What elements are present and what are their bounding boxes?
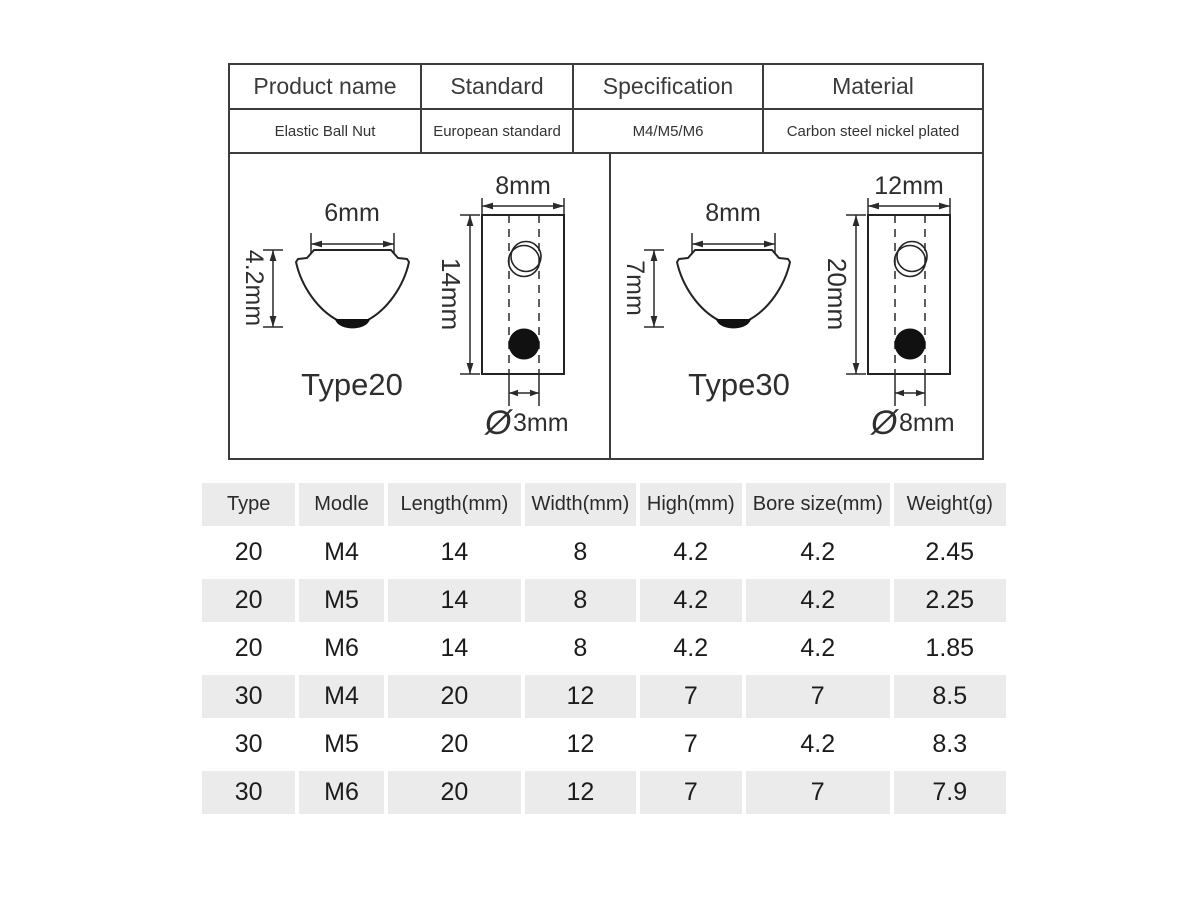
table-cell: 2.25 — [894, 579, 1006, 622]
column-header-length: Length(mm) — [388, 483, 522, 526]
column-header-type: Type — [202, 483, 295, 526]
column-header-bore-size: Bore size(mm) — [746, 483, 890, 526]
spec-box — [228, 63, 984, 460]
table-cell: 7 — [640, 771, 742, 814]
table-cell: 20 — [202, 531, 295, 574]
table-row — [202, 675, 1006, 718]
dim-label-plan-width: 12mm — [874, 172, 944, 200]
table-cell: 12 — [525, 675, 635, 718]
dim-label-plan-length: 20mm — [822, 257, 852, 331]
table-cell: 7 — [746, 771, 890, 814]
table-cell: 20 — [202, 627, 295, 670]
table-cell: 8.5 — [894, 675, 1006, 718]
size-table-body — [202, 531, 1006, 814]
bore-diameter-symbol: Ø — [485, 404, 512, 442]
table-cell: 8 — [525, 627, 635, 670]
drawing-panel-type30 — [611, 154, 984, 458]
column-header-weight: Weight(g) — [894, 483, 1006, 526]
dim-label-side-width: 6mm — [324, 199, 380, 227]
type-label: Type30 — [688, 367, 790, 402]
dim-label-side-height: 4.2mm — [240, 249, 268, 327]
spec-value-standard: European standard — [420, 110, 572, 152]
table-cell: 8 — [525, 531, 635, 574]
dim-label-plan-width: 8mm — [495, 172, 551, 200]
table-row — [202, 771, 1006, 814]
table-cell: 4.2 — [640, 531, 742, 574]
dim-label-bore-size: 3mm — [513, 409, 569, 437]
table-row — [202, 531, 1006, 574]
table-cell: 20 — [388, 723, 522, 766]
spec-header-material: Material — [762, 65, 982, 108]
column-header-width: Width(mm) — [525, 483, 635, 526]
column-header-high: High(mm) — [640, 483, 742, 526]
table-cell: 4.2 — [746, 579, 890, 622]
dim-label-side-height: 7mm — [621, 260, 649, 316]
size-table — [198, 478, 1010, 819]
table-cell: 4.2 — [746, 723, 890, 766]
spring-ball-bump — [335, 319, 370, 328]
table-cell: 7.9 — [894, 771, 1006, 814]
plan-width-dimension — [868, 198, 950, 215]
table-cell: 2.45 — [894, 531, 1006, 574]
table-cell: 12 — [525, 723, 635, 766]
type20-drawing — [230, 154, 609, 454]
table-cell: 8.3 — [894, 723, 1006, 766]
table-row — [202, 627, 1006, 670]
table-cell: 20 — [388, 771, 522, 814]
table-cell: M5 — [299, 579, 383, 622]
table-cell: 7 — [746, 675, 890, 718]
ball-circle — [509, 329, 540, 360]
table-cell: 14 — [388, 627, 522, 670]
table-cell: 30 — [202, 771, 295, 814]
table-cell: 7 — [640, 723, 742, 766]
drawing-panel-type20 — [230, 154, 611, 458]
table-cell: M6 — [299, 627, 383, 670]
table-cell: M5 — [299, 723, 383, 766]
table-cell: M4 — [299, 675, 383, 718]
table-cell: 4.2 — [746, 531, 890, 574]
table-row — [202, 723, 1006, 766]
table-cell: 4.2 — [640, 579, 742, 622]
table-cell: 4.2 — [746, 627, 890, 670]
spec-value-product-name: Elastic Ball Nut — [274, 122, 376, 140]
bore-dimension — [895, 374, 925, 406]
nut-side-profile — [296, 250, 409, 324]
spring-ball-bump — [716, 319, 751, 328]
bore-diameter-symbol: Ø — [871, 404, 898, 442]
spec-value-material: Carbon steel nickel plated — [762, 110, 982, 152]
size-table-header-row — [202, 483, 1006, 526]
spec-value-specification: M4/M5/M6 — [572, 110, 762, 152]
spec-header-standard: Standard — [420, 65, 572, 108]
spec-header-product-name: Product name — [253, 73, 397, 99]
dim-label-bore-size: 8mm — [899, 409, 955, 437]
nut-side-profile — [677, 250, 790, 324]
drawing-row — [230, 154, 982, 458]
spec-header-specification: Specification — [572, 65, 762, 108]
table-cell: 8 — [525, 579, 635, 622]
table-cell: 20 — [388, 675, 522, 718]
bore-dimension — [509, 374, 539, 406]
table-cell: 30 — [202, 723, 295, 766]
table-cell: 7 — [640, 675, 742, 718]
type-label: Type20 — [301, 367, 403, 402]
table-cell: 12 — [525, 771, 635, 814]
column-header-modle: Modle — [299, 483, 383, 526]
table-cell: M4 — [299, 531, 383, 574]
table-cell: 20 — [202, 579, 295, 622]
plan-width-dimension — [482, 198, 564, 215]
table-cell: 30 — [202, 675, 295, 718]
table-cell: 4.2 — [640, 627, 742, 670]
table-row — [202, 579, 1006, 622]
spec-header-row — [230, 65, 982, 110]
table-cell: M6 — [299, 771, 383, 814]
table-cell: 14 — [388, 531, 522, 574]
spec-value-row — [230, 110, 982, 154]
dim-label-side-width: 8mm — [705, 199, 761, 227]
table-cell: 1.85 — [894, 627, 1006, 670]
table-cell: 14 — [388, 579, 522, 622]
type30-drawing — [611, 154, 984, 454]
ball-circle — [895, 329, 926, 360]
dim-label-plan-length: 14mm — [436, 257, 466, 331]
